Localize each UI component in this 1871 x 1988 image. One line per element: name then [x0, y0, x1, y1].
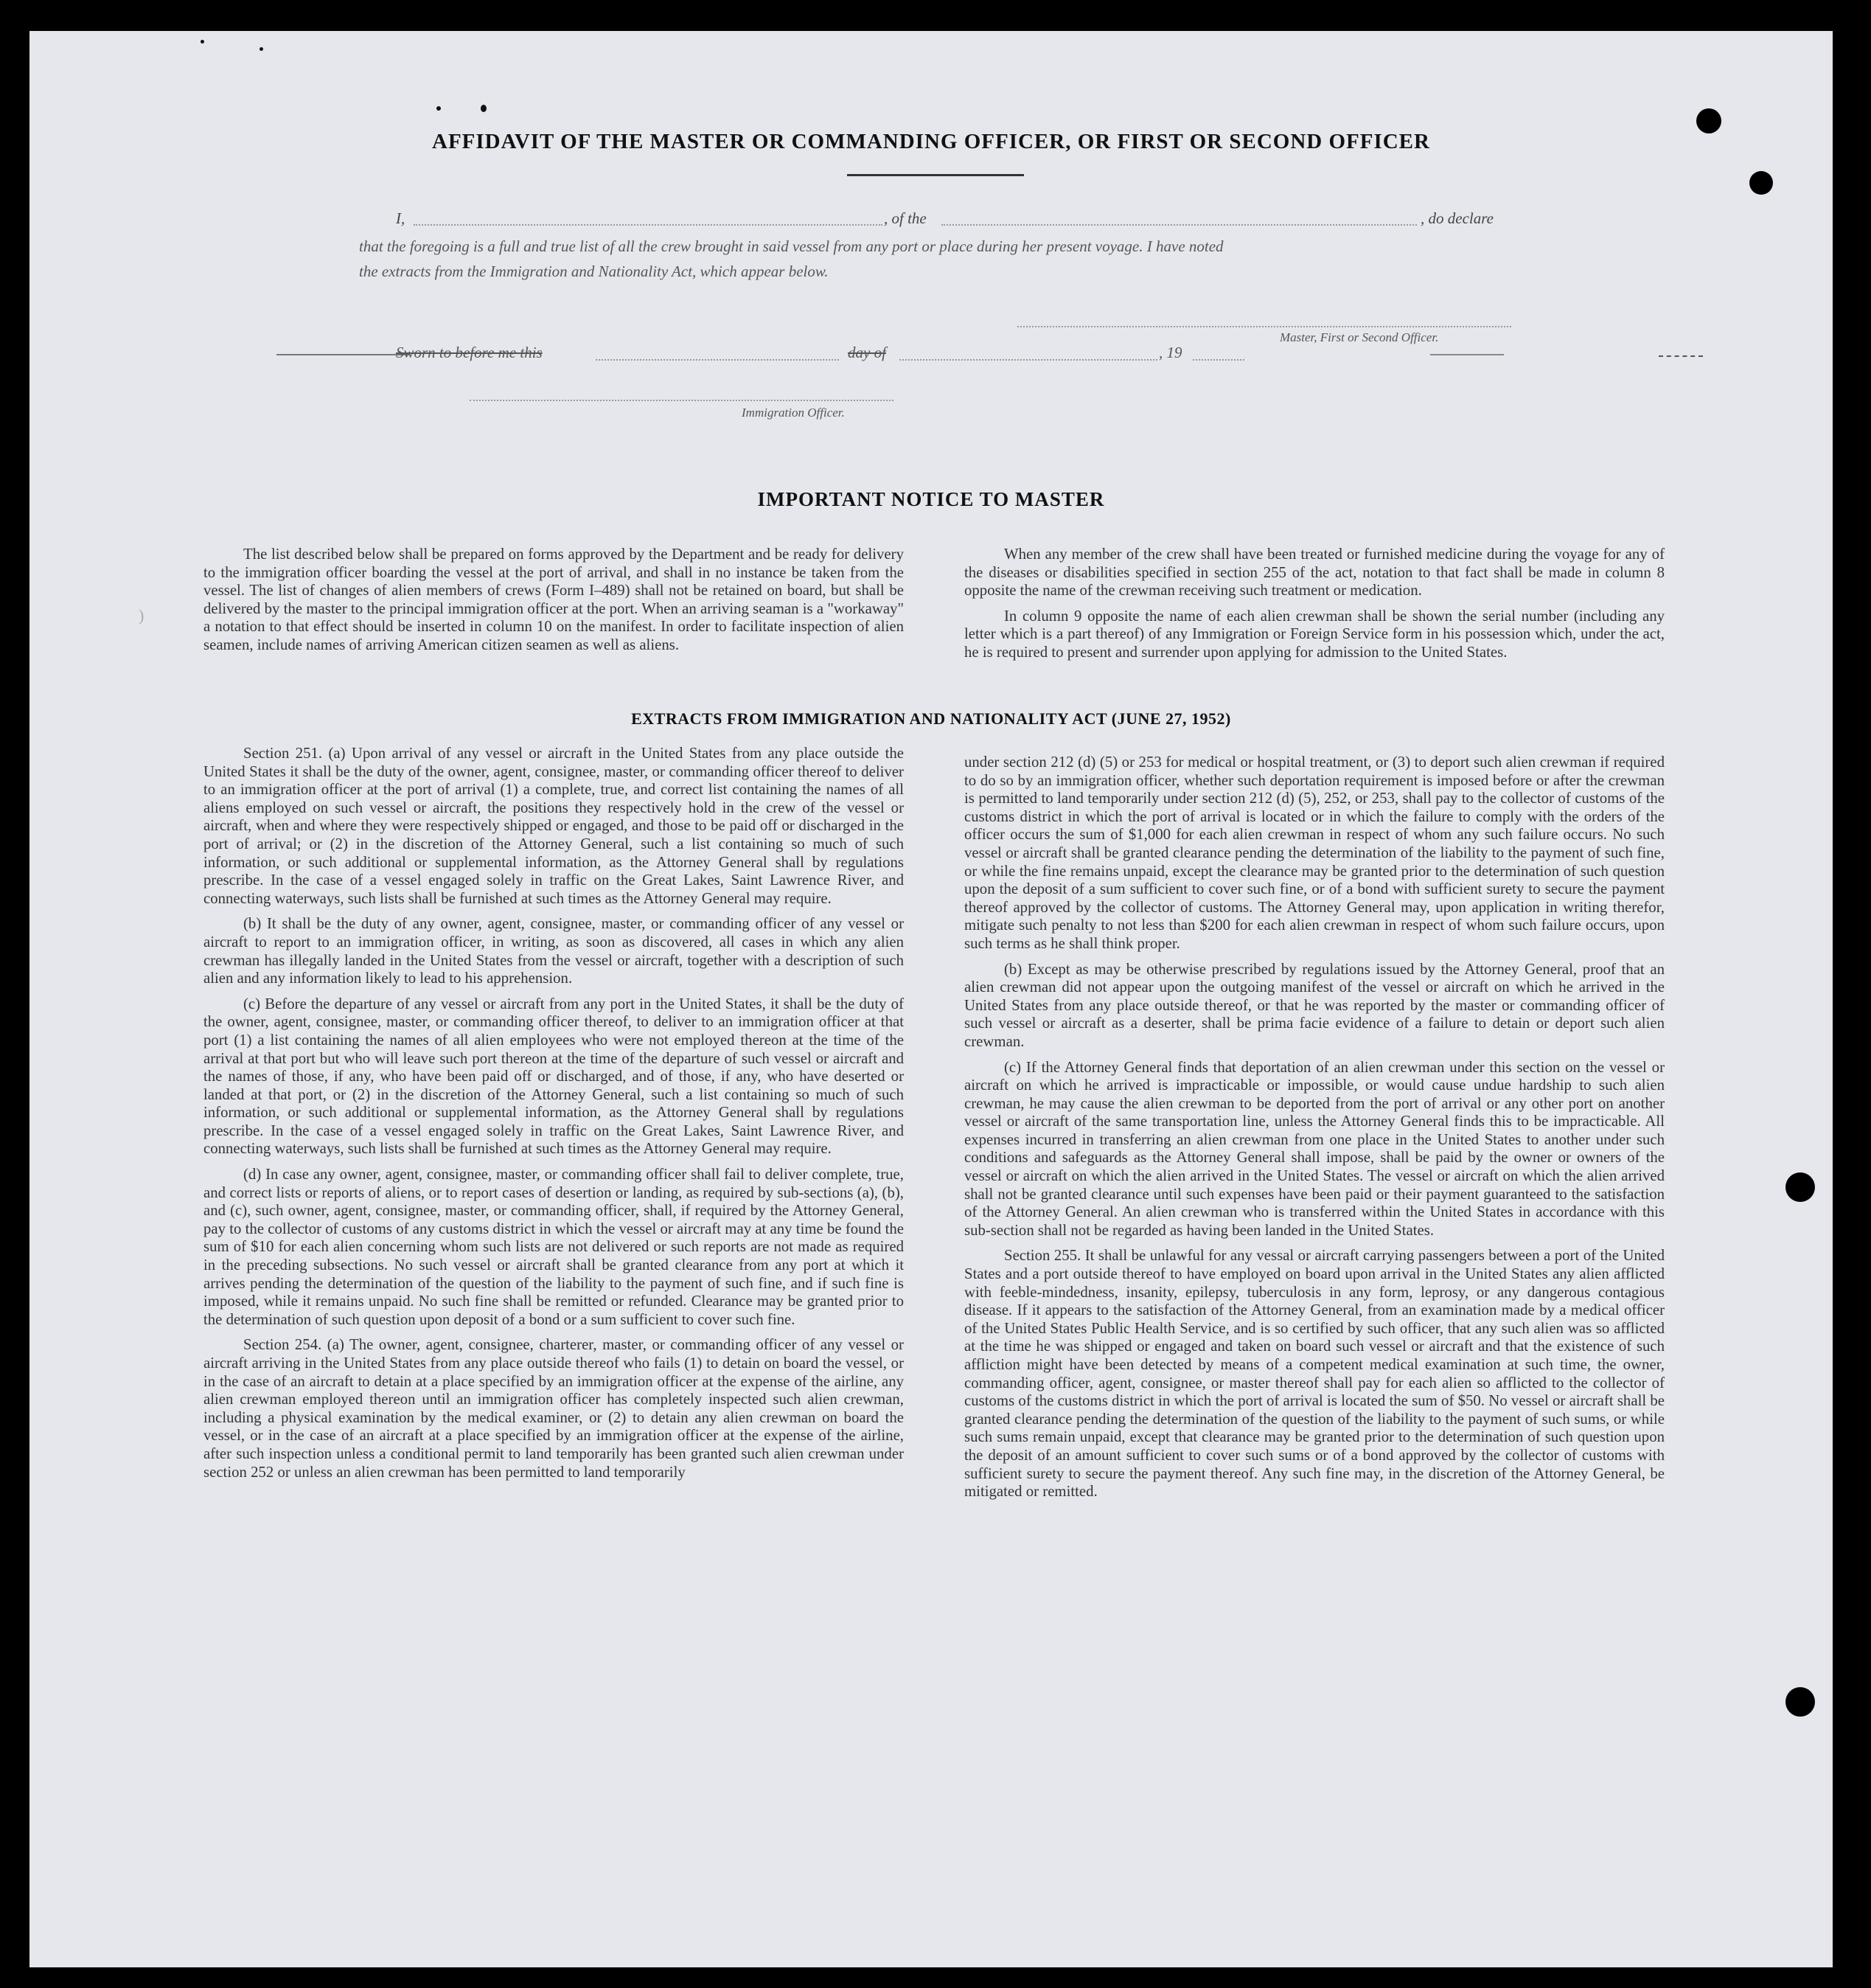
notice-right-paragraph: When any member of the crew shall have been treated or furnished medicine during the voyage for any of the diseases or disabilities specified in section 255 of the act, notation to that fact shall be made in column 8 opposite the name of the crewman receiving such treatment or medication. [964, 546, 1665, 599]
scan-speck [436, 106, 441, 111]
section-251b: (b) It shall be the duty of any owner, agent, consignee, master, or commanding officer of any vessel or aircraft to report to an immigration officer, in writing, as soon as discovered, all cases in which any alien crewman has illegally landed in the United States from the vessel or aircraft, together with a description of such alien and any information likely to lead to his apprehension. [203, 915, 904, 987]
strike-line [1430, 354, 1504, 355]
title-rule [847, 174, 1024, 176]
notice-right-column [964, 546, 1665, 670]
document-page [29, 31, 1833, 1967]
punch-hole [1749, 171, 1773, 195]
section-255: Section 255. It shall be unlawful for any vessal or aircraft carrying passengers between a port of the United States and a port outside thereof to have employed on board upon arrival in the United States any alien afflicted with feeble-mindedness, insanity, epilepsy, tuberculosis in any form, leprosy, or any dangerous contagious disease. If it appears to the satisfaction of the Attorney General, from an examination made by a medical officer of the United States Public Health Service, and is so certified by such officer, that any such alien was so afflicted at the time he was shipped or engaged and taken on board such vessel or aircraft and that the existence of such affliction might have been detected by means of a competent medical examination at such time, the owner, commanding officer, agent, consignee, or master thereof shall pay for each alien so afflicted to the collector of customs of the customs district in which the port of arrival is located the sum of $50. No vessel or aircraft shall be granted clearance pending the determination of the question of the liability to the payment of such sums, or while such sums remain unpaid, except that clearance may be granted prior to the determination of such question upon the deposit of an amount sufficient to cover such sums or of a bond approved by the collector of customs with sufficient surety to secure the payment thereof. Any such fine may, in the discretion of the Attorney General, be mitigated or remitted. [964, 1247, 1665, 1501]
section-254a-continued: under section 212 (d) (5) or 253 for medical or hospital treatment, or (3) to deport such alien crewman if required to do so by an immigration officer, whether such deportation requirement is imposed before or after the crewman is permitted to land temporarily under section 212 (d) (5), 252, or 253, shall pay to the collector of customs of the customs district in which the port of arrival is located or in which the failure to comply with the orders of the officer occurs the sum of $1,000 for each alien crewman in respect of whom any such failure occurs. No such vessel or aircraft shall be granted clearance pending the determination of the liability to the payment of such fine, or while the fine remains unpaid, except the clearance may be granted prior to the determination of such question upon the deposit of a sum sufficient to cover such fine, or of a bond with sufficient surety to secure the payment thereof approved by the collector of customs. The Attorney General may, upon application in writing therefor, mitigate such penalty to not less than $200 for each alien crewman in respect of whom such failure occurs, upon such terms as he shall think proper. [964, 754, 1665, 952]
scan-speck [259, 47, 263, 51]
decl-of-the: , of the [884, 209, 927, 227]
officer-signature-field[interactable] [470, 400, 893, 401]
sworn-text: Sworn to before me this [396, 344, 543, 361]
declaration-line-3: the extracts from the Immigration and Nationality Act, which appear below. [359, 263, 829, 280]
notice-left-column [203, 546, 904, 662]
sworn-year-field[interactable] [1193, 359, 1244, 361]
vessel-field[interactable] [941, 224, 1417, 226]
declaration-line-2: that the foregoing is a full and true list of all the crew brought in said vessel from any port or place during her present voyage. I have noted [359, 237, 1224, 255]
strike-line [276, 354, 409, 355]
day-of-text: day of [848, 344, 886, 361]
sworn-day-field[interactable] [596, 359, 839, 361]
punch-hole [1785, 1687, 1815, 1717]
scan-speck [201, 40, 204, 44]
decl-do-declare: , do declare [1421, 209, 1494, 227]
year-text: , 19 [1159, 344, 1182, 361]
punch-hole [1785, 1172, 1815, 1202]
master-signature-label: Master, First or Second Officer. [1280, 330, 1439, 344]
declaration-line-1 [396, 209, 1546, 232]
extracts-right-column [964, 754, 1665, 1509]
affidavit-title: AFFIDAVIT OF THE MASTER OR COMMANDING OFFICER, OR FIRST OR SECOND OFFICER [432, 130, 1430, 153]
name-field[interactable] [414, 224, 882, 226]
decl-i: I, [396, 209, 405, 227]
margin-mark: ) [139, 606, 144, 625]
extracts-title: EXTRACTS FROM IMMIGRATION AND NATIONALITY ACT (JUNE 27, 1952) [631, 709, 1231, 728]
notice-title: IMPORTANT NOTICE TO MASTER [757, 488, 1105, 510]
master-signature-field[interactable] [1017, 326, 1511, 327]
sworn-month-field[interactable] [899, 359, 1157, 361]
section-254a: Section 254. (a) The owner, agent, consignee, charterer, master, or commanding officer of any vessel or aircraft arriving in the United States from any place outside thereof who fails (1) to detain on board the vessel, or in the case of an aircraft to detain at a place specified by an immigration officer at the expense of the airline, any alien crewman employed thereon until an immigration officer has completely inspected such alien crewman, including a physical examination by the medical examiner, or (2) to detain any alien crewman on board the vessel, or in the case of an aircraft at a place specified by an immigration officer at the expense of the airline, after such inspection unless a conditional permit to land temporarily has been granted such alien crewman under section 252 or unless an alien crewman has been permitted to land temporarily [203, 1336, 904, 1481]
section-251d: (d) In case any owner, agent, consignee, master, or commanding officer shall fail to deliver complete, true, and correct lists or reports of aliens, or to report cases of desertion or landing, as required by sub-sections (a), (b), and (c), such owner, agent, consignee, master, or commanding officer, shall, if required by the Attorney General, pay to the collector of customs of any customs district in which the vessel or aircraft may at any time be found the sum of $10 for each alien concerning whom such lists are not delivered or such reports are not made as required in the preceding subsections. No such vessel or aircraft shall be granted clearance from any port at which it arrives pending the determination of the question of the liability to the payment of such fine, and if such fine is imposed, while it remains unpaid. No such fine shall be remitted or refunded. Clearance may be granted prior to the determination of such question upon deposit of a bond or a sum sufficient to cover such fine. [203, 1166, 904, 1328]
strike-line [1659, 355, 1703, 357]
section-251c: (c) Before the departure of any vessel or aircraft from any port in the United States, it shall be the duty of the owner, agent, consignee, master, or commanding officer thereof, to deliver to an immigration officer at that port (1) a list containing the names of all alien employees who were not employed thereon at the time of the arrival at that port but who will leave such port thereon at the time of the departure of such vessel or aircraft and the names of those, if any, who have been paid off or discharged, and of those, if any, who have deserted or landed at that port, or (2) in the discretion of the Attorney General, such a list containing so much of such information, or such additional or supplemental information, as the Attorney General shall by regulations prescribe. In the case of a vessel engaged solely in traffic on the Great Lakes, Saint Lawrence River, and connecting waterways, such lists shall be furnished at such times as the Attorney General may require. [203, 995, 904, 1158]
officer-signature-label: Immigration Officer. [742, 406, 845, 420]
notice-left-paragraph: The list described below shall be prepared on forms approved by the Department and be ready for delivery to the immigration officer boarding the vessel at the port of arrival, and shall in no instance be taken from the vessel. The list of changes of alien members of crews (Form I–489) shall not be retained on board, but shall be delivered by the master to the principal immigration officer at the port. When an arriving seaman is a "workaway" a notation to that effect should be inserted in column 10 on the manifest. In order to facilitate inspection of alien seamen, include names of arriving American citizen seamen as well as aliens. [203, 546, 904, 653]
section-254b: (b) Except as may be otherwise prescribed by regulations issued by the Attorney General, proof that an alien crewman did not appear upon the outgoing manifest of the vessel or aircraft on which he arrived in the United States from any place outside thereof, or that he was reported by the master or commanding officer of such vessel or aircraft as a deserter, shall be prima facie evidence of a failure to detain or deport such alien crewman. [964, 960, 1665, 1050]
section-251a: Section 251. (a) Upon arrival of any vessel or aircraft in the United States from any place outside the United States it shall be the duty of the owner, agent, consignee, master, or commanding officer thereof to deliver to an immigration officer at the port of arrival (1) a complete, true, and correct list containing the names of all aliens employed on such vessel or aircraft, the positions they respectively hold in the crew of the vessel or aircraft, when and where they were respectively shipped or engaged, and those to be paid off or discharged in the port of arrival; or (2) in the discretion of the Attorney General, such a list containing so much of such information, or such additional or supplemental information, as the Attorney General shall by regulations prescribe. In the case of a vessel engaged solely in traffic on the Great Lakes, Saint Lawrence River, and connecting waterways, such lists shall be furnished at such times as the Attorney General may require. [203, 745, 904, 907]
extracts-left-column [203, 745, 904, 1489]
scan-speck [481, 105, 487, 112]
section-254c: (c) If the Attorney General finds that deportation of an alien crewman under this section on the vessel or aircraft on which he arrived is impracticable or impossible, or would cause undue hardship to such alien crewman, he may cause the alien crewman to be deported from the port of arrival or any other port on another vessel or aircraft of the same transportation line, unless the Attorney General finds this to be impracticable. All expenses incurred in transferring an alien crewman from one place in the United States to another under such conditions and safeguards as the Attorney General shall impose, shall be paid by the owner or owners of the vessel or aircraft on which the alien arrived in the United States. The vessel or aircraft on which the alien arrived shall not be granted clearance until such expenses have been paid or their payment guaranteed to the satisfaction of the Attorney General. An alien crewman who is transferred within the United States in accordance with this sub-section shall not be regarded as having been landed in the United States. [964, 1058, 1665, 1239]
notice-right-paragraph: In column 9 opposite the name of each alien crewman shall be shown the serial number (including any letter which is a part thereof) of any Immigration or Foreign Service form in his possession which, under the act, he is required to present and surrender upon applying for admission to the United States. [964, 607, 1665, 661]
